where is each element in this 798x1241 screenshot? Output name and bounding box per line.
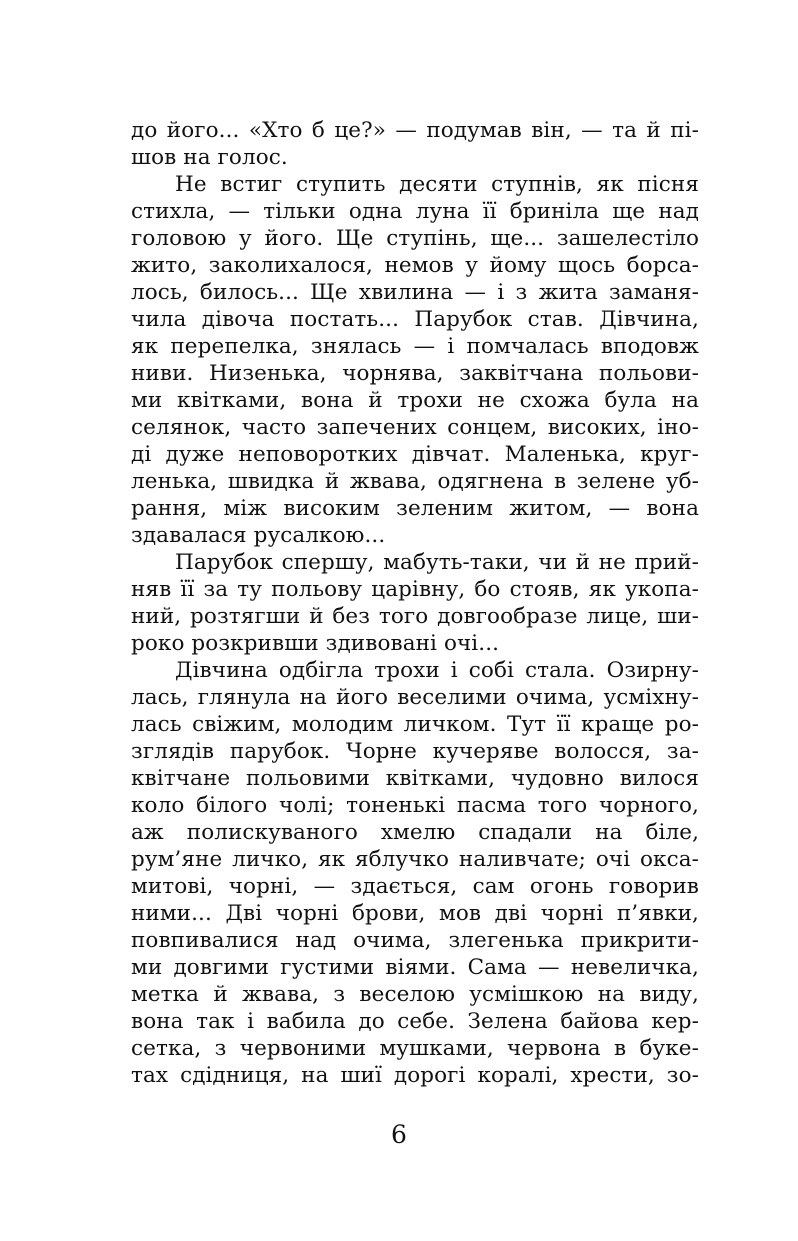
text-line: лась свіжим, молодим личком. Тут її краще ро- bbox=[131, 712, 699, 737]
text-line: митові, чорні, — здається, сам огонь говорив bbox=[131, 874, 699, 899]
text-line: метка й жвава, з веселою усмішкою на виду, bbox=[131, 982, 699, 1007]
text-line: квітчане польовими квітками, чудовно вилося bbox=[131, 766, 699, 791]
text-line: коло білого чолі; тоненькі пасма того чорного, bbox=[131, 793, 699, 818]
text-line: до його... «Хто б це?» — подумав він, — та й пі- bbox=[131, 118, 699, 143]
text-line: лось, билось... Ще хвилина — і з жита заманя- bbox=[131, 280, 699, 305]
text-line: стихла, — тільки одна луна її бриніла ще над bbox=[131, 199, 699, 224]
text-line: шов на голос. bbox=[131, 145, 288, 170]
text-line: ний, розтягши й без того довгообразе лице, ши- bbox=[131, 604, 699, 629]
text-line: Дівчина одбігла трохи і собі стала. Озирну- bbox=[175, 658, 699, 683]
text-line: зглядів парубок. Чорне кучеряве волосся, за- bbox=[131, 739, 699, 764]
text-line: головою у його. Ще ступінь, ще... зашелестіло bbox=[131, 226, 699, 251]
text-line: здавалася русалкою... bbox=[131, 523, 386, 548]
text-line: сетка, з червоними мушками, червона в буке- bbox=[131, 1036, 699, 1061]
text-line: як перепелка, знялась — і помчалась вподовж bbox=[131, 334, 699, 359]
text-line: роко розкривши здивовані очі... bbox=[131, 631, 500, 656]
text-line: жито, заколихалося, немов у йому щось борса- bbox=[131, 253, 699, 278]
page-number: 6 bbox=[391, 1120, 407, 1149]
text-line: вона так і вабила до себе. Зелена байова кер- bbox=[131, 1009, 699, 1034]
text-line: чила дівоча постать... Парубок став. Дівчина, bbox=[131, 307, 699, 332]
paragraph bbox=[131, 117, 699, 171]
text-line: ми квітками, вона й трохи не схожа була на bbox=[131, 388, 699, 413]
text-line: няв її за ту польову царівну, бо стояв, як укопа- bbox=[131, 577, 699, 602]
text-line: ді дуже неповоротких дівчат. Маленька, круг- bbox=[131, 442, 699, 467]
text-line: Не встиг ступить десяти ступнів, як пісня bbox=[175, 172, 699, 197]
text-line: рання, між високим зеленим житом, — вона bbox=[131, 496, 699, 521]
text-line: рум’яне личко, як яблучко наливчате; очі окса- bbox=[131, 847, 699, 872]
text-line: селянок, часто запечених сонцем, високих, іно- bbox=[131, 415, 699, 440]
body-text bbox=[131, 117, 699, 1089]
text-line: повпивалися над очима, злегенька прикрити- bbox=[131, 928, 699, 953]
text-line: ми довгими густими віями. Сама — невеличка, bbox=[131, 955, 699, 980]
text-line: Парубок спершу, мабуть-таки, чи й не прий- bbox=[175, 550, 699, 575]
text-line: аж полискуваного хмелю спадали на біле, bbox=[131, 820, 699, 845]
text-line: ленька, швидка й жвава, одягнена в зелене уб- bbox=[131, 469, 699, 494]
text-line: ниви. Низенька, чорнява, заквітчана польови- bbox=[131, 361, 699, 386]
text-line: лась, глянула на його веселими очима, усміхну- bbox=[131, 685, 699, 710]
paragraph bbox=[131, 549, 699, 657]
text-line: тах сдідниця, на шиї дорогі коралі, хрести, зо- bbox=[131, 1063, 699, 1088]
text-line: ними... Дві чорні брови, мов дві чорні п’явки, bbox=[131, 901, 699, 926]
paragraph bbox=[131, 171, 699, 549]
paragraph bbox=[131, 657, 699, 1089]
